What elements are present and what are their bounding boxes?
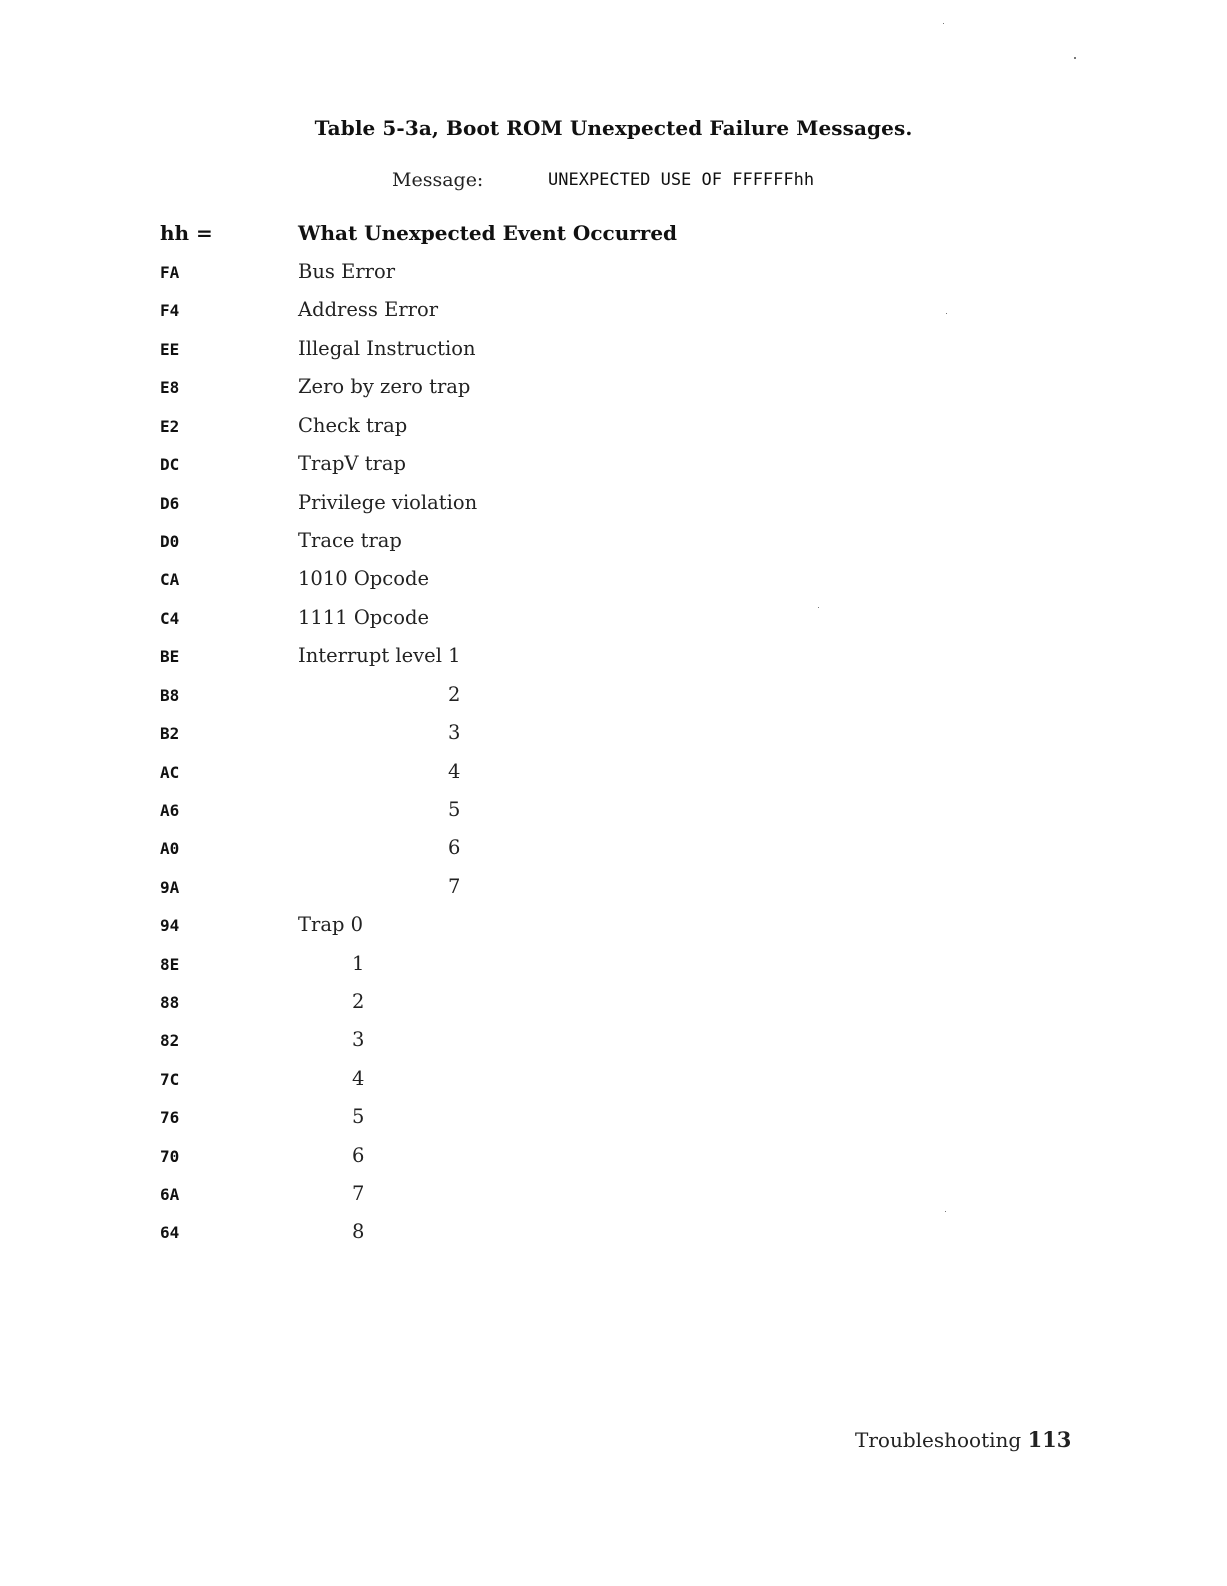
hex-code: B8 bbox=[160, 686, 180, 705]
event-description: 5 bbox=[448, 798, 461, 821]
hex-code: 88 bbox=[160, 993, 180, 1012]
column-header-event: What Unexpected Event Occurred bbox=[298, 221, 678, 245]
table-row bbox=[0, 1105, 1227, 1143]
hex-code: 9A bbox=[160, 878, 180, 897]
event-description: 8 bbox=[352, 1220, 365, 1243]
hex-code: AC bbox=[160, 763, 180, 782]
table-row bbox=[0, 683, 1227, 721]
event-description: 6 bbox=[448, 836, 461, 859]
table-row bbox=[0, 1067, 1227, 1105]
scan-speck bbox=[946, 313, 947, 314]
table-row bbox=[0, 491, 1227, 529]
scan-speck bbox=[818, 607, 819, 608]
hex-code: 6A bbox=[160, 1185, 180, 1204]
hex-code: 64 bbox=[160, 1223, 180, 1242]
event-description: 3 bbox=[352, 1028, 365, 1051]
hex-code: 70 bbox=[160, 1147, 180, 1166]
event-description: Zero by zero trap bbox=[298, 375, 471, 398]
hex-code: 94 bbox=[160, 916, 180, 935]
table-row bbox=[0, 1220, 1227, 1258]
table-row bbox=[0, 337, 1227, 375]
hex-code: 8E bbox=[160, 955, 180, 974]
event-description: 4 bbox=[448, 760, 461, 783]
table-row bbox=[0, 836, 1227, 874]
scan-speck bbox=[1074, 57, 1076, 59]
table-row bbox=[0, 1028, 1227, 1066]
hex-code: E8 bbox=[160, 378, 180, 397]
event-description: Trace trap bbox=[298, 529, 402, 552]
page-number: 113 bbox=[1027, 1427, 1072, 1452]
table-row bbox=[0, 990, 1227, 1028]
event-description: 7 bbox=[352, 1182, 365, 1205]
table-row bbox=[0, 913, 1227, 951]
event-description: 2 bbox=[352, 990, 365, 1013]
event-description: Check trap bbox=[298, 414, 408, 437]
table-row bbox=[0, 1182, 1227, 1220]
table-row bbox=[0, 567, 1227, 605]
event-description: Illegal Instruction bbox=[298, 337, 476, 360]
hex-code: BE bbox=[160, 647, 180, 666]
table-row bbox=[0, 260, 1227, 298]
event-description: 2 bbox=[448, 683, 461, 706]
hex-code: A6 bbox=[160, 801, 180, 820]
hex-code: EE bbox=[160, 340, 180, 359]
event-description: 6 bbox=[352, 1144, 365, 1167]
table-title: Table 5-3a, Boot ROM Unexpected Failure Messages. bbox=[314, 116, 913, 140]
hex-code: E2 bbox=[160, 417, 180, 436]
hex-code: D0 bbox=[160, 532, 180, 551]
table-row bbox=[0, 760, 1227, 798]
hex-code: F4 bbox=[160, 301, 180, 320]
hex-code: B2 bbox=[160, 724, 180, 743]
hex-code: C4 bbox=[160, 609, 180, 628]
event-description: 7 bbox=[448, 875, 461, 898]
hex-code: FA bbox=[160, 263, 180, 282]
event-description: Bus Error bbox=[298, 260, 396, 283]
event-description: 1 bbox=[352, 952, 365, 975]
event-description: TrapV trap bbox=[298, 452, 406, 475]
event-description: 1010 Opcode bbox=[298, 567, 429, 590]
footer-section: Troubleshooting bbox=[855, 1428, 1022, 1452]
table-row bbox=[0, 298, 1227, 336]
event-description: 5 bbox=[352, 1105, 365, 1128]
hex-code: D6 bbox=[160, 494, 180, 513]
event-description: Address Error bbox=[298, 298, 439, 321]
table-row bbox=[0, 529, 1227, 567]
table-row bbox=[0, 1144, 1227, 1182]
table-row bbox=[0, 644, 1227, 682]
table-row bbox=[0, 952, 1227, 990]
event-description: Interrupt level 1 bbox=[298, 644, 461, 667]
scan-speck bbox=[943, 23, 944, 24]
column-header-code: hh = bbox=[160, 221, 213, 245]
hex-code: DC bbox=[160, 455, 180, 474]
event-description: 1111 Opcode bbox=[298, 606, 429, 629]
event-description: Privilege violation bbox=[298, 491, 478, 514]
table-row bbox=[0, 606, 1227, 644]
table-row bbox=[0, 721, 1227, 759]
table-row bbox=[0, 798, 1227, 836]
table-row bbox=[0, 452, 1227, 490]
hex-code: CA bbox=[160, 570, 180, 589]
table-row bbox=[0, 875, 1227, 913]
event-description: 4 bbox=[352, 1067, 365, 1090]
hex-code: 82 bbox=[160, 1031, 180, 1050]
table-row bbox=[0, 375, 1227, 413]
message-label: Message: bbox=[392, 169, 484, 191]
hex-code: 7C bbox=[160, 1070, 180, 1089]
page-footer bbox=[855, 1427, 1071, 1452]
event-description: 3 bbox=[448, 721, 461, 744]
hex-code: 76 bbox=[160, 1108, 180, 1127]
table-row bbox=[0, 414, 1227, 452]
event-description: Trap 0 bbox=[298, 913, 364, 936]
scan-speck bbox=[945, 1211, 946, 1212]
message-value: UNEXPECTED USE OF FFFFFFhh bbox=[548, 170, 815, 190]
hex-code: A0 bbox=[160, 839, 180, 858]
